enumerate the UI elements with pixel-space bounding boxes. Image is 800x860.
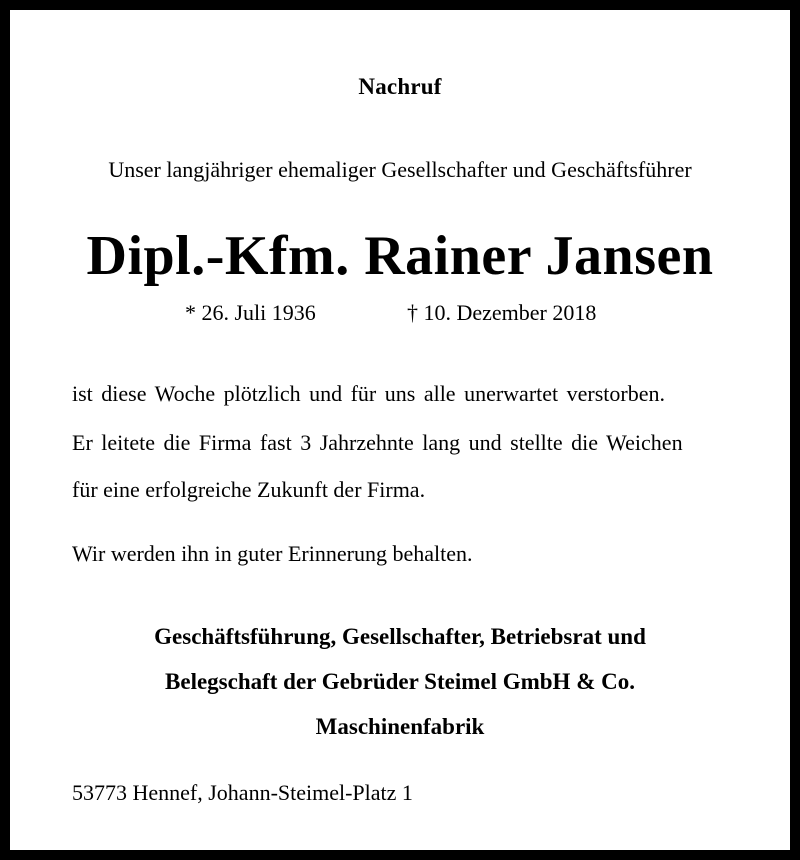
body-line: ist diese Woche plötzlich und für uns alle unerwartet verstorben.: [72, 381, 665, 406]
body-line: für eine erfolgreiche Zukunft der Firma.: [72, 477, 426, 502]
notice-heading: Nachruf: [358, 74, 442, 99]
birth-date: * 26. Juli 1936: [185, 300, 316, 325]
signature-line: Geschäftsführung, Gesellschafter, Betriebsrat und: [154, 624, 646, 649]
intro-line: Unser langjähriger ehemaliger Gesellschafter und Geschäftsführer: [108, 157, 692, 182]
closing-line: Wir werden ihn in guter Erinnerung behalten.: [72, 541, 473, 566]
life-dates: [20, 300, 780, 330]
deceased-name: Dipl.-Kfm. Rainer Jansen: [86, 225, 714, 287]
body-line: Er leitete die Firma fast 3 Jahrzehnte lang und stellte die Weichen: [72, 430, 683, 455]
signature-line: Maschinenfabrik: [315, 714, 485, 739]
death-date: † 10. Dezember 2018: [407, 300, 597, 325]
signature-line: Belegschaft der Gebrüder Steimel GmbH & Co.: [165, 669, 635, 694]
company-address: 53773 Hennef, Johann-Steimel-Platz 1: [72, 780, 413, 805]
